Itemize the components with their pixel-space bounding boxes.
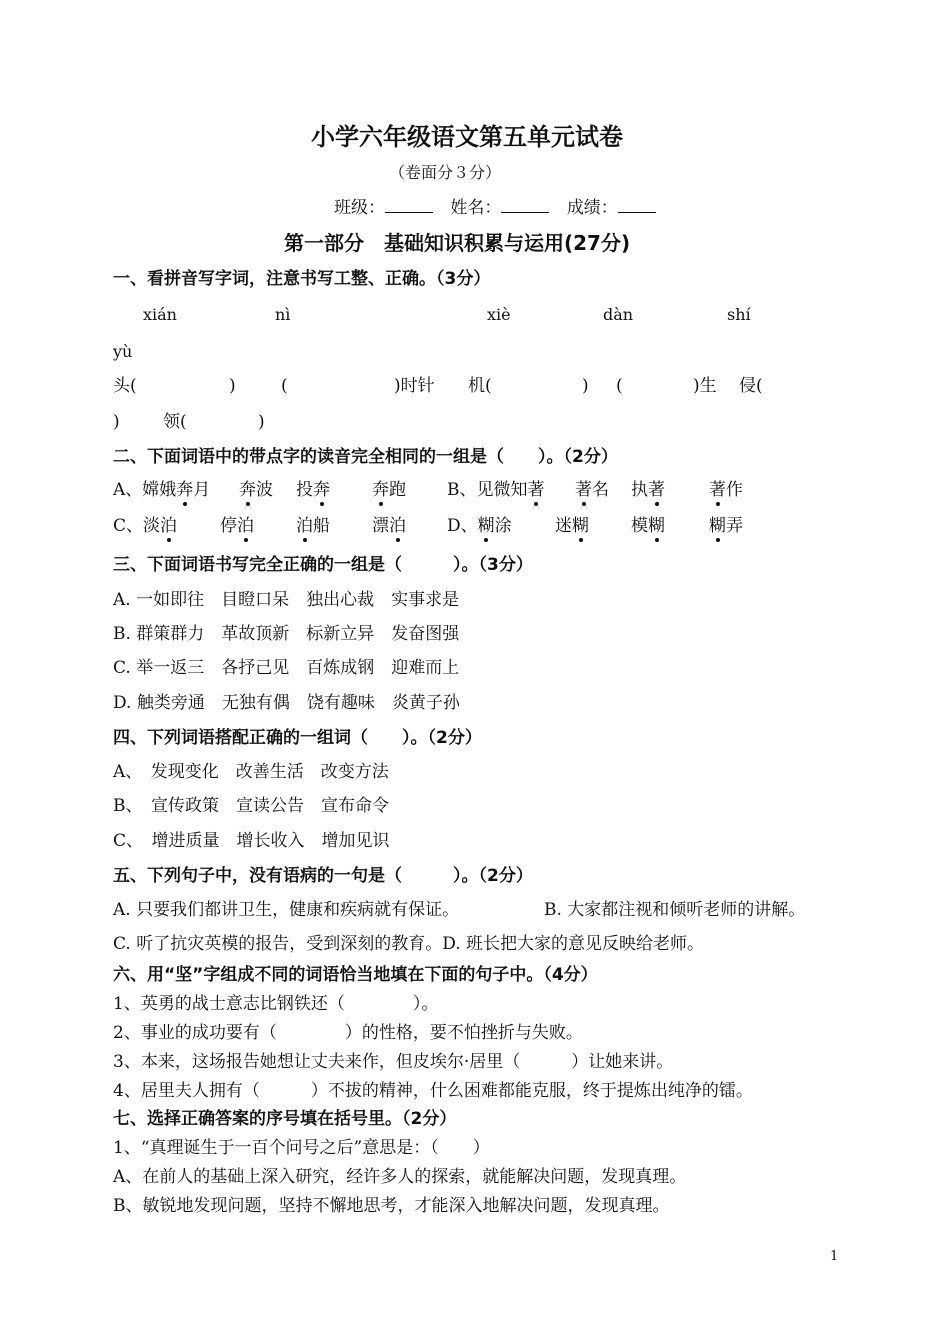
q6-item-1: 1、英勇的战士意志比钢铁还（ ）。 (113, 994, 439, 1014)
q7-item-1: 1、“真理诞生于一百个问号之后”意思是：（ ） (113, 1138, 490, 1158)
q2-c-word2-prefix: 停 (220, 516, 237, 536)
q1-word-6-end: ) (258, 412, 265, 432)
q5-option-a: A. 只要我们都讲卫生，健康和疾病就有保证。 (113, 900, 460, 920)
q1-pinyin-3: xiè (487, 305, 511, 324)
q6-item-4: 4、居里夫人拥有（ ）不拔的精神，什么困难都能克服，终于提炼出纯净的镭。 (113, 1081, 753, 1101)
name-label: 姓名： (450, 198, 502, 218)
q2-b-word1-prefix: 见微知 (476, 480, 528, 500)
q2-d-label: D、 (447, 516, 478, 536)
q2-option-b (447, 479, 743, 501)
q1-answer-line-2 (113, 411, 265, 433)
q2-option-a (113, 479, 406, 501)
q2-d-word4-dotted: 糊 (709, 516, 726, 536)
q1-word-2-end: )时针 (394, 376, 435, 396)
part1-heading: 第一部分 基础知识积累与运用(27分) (284, 231, 631, 255)
q7-heading: 七、选择正确答案的序号填在括号里。（2分） (113, 1109, 457, 1129)
q1-word-5-start: 侵( (739, 376, 763, 396)
q2-a-word2-suffix: 波 (256, 480, 273, 500)
q2-a-word4-dotted: 奔 (372, 480, 389, 500)
student-info (334, 197, 656, 219)
q1-word-1-end: ) (229, 376, 236, 396)
q2-a-word1-dotted: 奔 (176, 480, 194, 500)
q1-word-3-end: ) (582, 376, 589, 396)
q5-option-cd: C. 听了抗灾英模的报告，受到深刻的教育。D. 班长把大家的意见反映给老师。 (113, 934, 705, 954)
q6-heading: 六、用“坚”字组成不同的词语恰当地填在下面的句子中。（4分） (113, 965, 598, 985)
q1-pinyin-6: yù (113, 342, 133, 361)
q2-c-word3-dotted: 泊 (296, 516, 313, 536)
q2-d-word2-prefix: 迷 (555, 516, 572, 536)
q2-c-label: C、 (113, 516, 144, 536)
q2-a-word1-prefix: 嫦娥 (142, 480, 177, 500)
page-subtitle: （卷面分３分） (389, 163, 502, 182)
q2-d-word1-suffix: 涂 (494, 516, 512, 536)
name-blank[interactable] (501, 198, 549, 213)
q2-b-word3-dotted: 著 (648, 480, 665, 500)
q2-b-word4-dotted: 著 (709, 480, 726, 500)
q2-c-word3-suffix: 船 (313, 516, 330, 536)
page-number: 1 (830, 1249, 839, 1264)
q2-b-word4-suffix: 作 (726, 480, 743, 500)
q6-item-3: 3、本来，这场报告她想让丈夫来作，但皮埃尔·居里（ ）让她来讲。 (113, 1052, 674, 1072)
page-title: 小学六年级语文第五单元试卷 (311, 123, 623, 151)
class-label: 班级： (334, 198, 385, 218)
q1-word-5-end: ) (113, 412, 120, 432)
q2-d-word2-dotted: 糊 (572, 516, 589, 536)
q4-heading: 四、下列词语搭配正确的一组词（ ）。（2分） (113, 728, 482, 748)
score-blank[interactable] (618, 198, 656, 213)
q2-a-word2-dotted: 奔 (239, 480, 256, 500)
q2-b-label: B、 (447, 480, 477, 500)
q1-pinyin-5: shí (727, 305, 751, 324)
score-label: 成绩： (566, 198, 618, 218)
q2-b-word3-prefix: 执 (631, 480, 648, 500)
q1-pinyin-4: dàn (603, 305, 634, 324)
q3-option-a: A. 一如即往 目瞪口呆 独出心裁 实事求是 (113, 590, 460, 610)
q2-d-word3-dotted: 糊 (648, 516, 665, 536)
q1-word-6-start: 领( (163, 412, 187, 432)
q2-a-word4-suffix: 跑 (389, 480, 406, 500)
q4-option-b: B、 宣传政策 宣读公告 宣布命令 (113, 796, 389, 816)
q7-option-b: B、敏锐地发现问题，坚持不懈地思考，才能深入地解决问题，发现真理。 (113, 1196, 670, 1216)
q2-b-word1-dotted: 著 (527, 480, 545, 500)
q3-option-b: B. 群策群力 革故顶新 标新立异 发奋图强 (113, 624, 460, 644)
q2-heading: 二、下面词语中的带点字的读音完全相同的一组是（ ）。（2分） (113, 447, 618, 467)
q2-a-label: A、 (113, 480, 143, 500)
q2-d-word1-dotted: 糊 (477, 516, 495, 536)
q5-option-b: B. 大家都注视和倾听老师的讲解。 (544, 900, 806, 920)
q2-a-word3-prefix: 投 (296, 480, 313, 500)
q2-c-word4-dotted: 泊 (389, 516, 406, 536)
q2-a-word1-suffix: 月 (193, 480, 211, 500)
q4-option-a: A、 发现变化 改善生活 改变方法 (113, 762, 389, 782)
q2-option-c (113, 515, 406, 537)
q3-option-c: C. 举一返三 各抒己见 百炼成钢 迎难而上 (113, 658, 460, 678)
q1-heading: 一、看拼音写字词，注意书写工整、正确。（3分） (113, 269, 491, 289)
q5-heading: 五、下列句子中，没有语病的一句是（ ）。（2分） (113, 866, 533, 886)
q1-word-1-start: 头( (113, 376, 137, 396)
q2-b-word2-suffix: 名 (592, 480, 609, 500)
q3-option-d: D. 触类旁通 无独有偶 饶有趣味 炎黄子孙 (113, 693, 460, 713)
q2-c-word1-dotted: 泊 (160, 516, 178, 536)
q2-c-word2-dotted: 泊 (237, 516, 254, 536)
q7-option-a: A、在前人的基础上深入研究，经许多人的探索，就能解决问题，发现真理。 (113, 1167, 687, 1187)
q2-option-d (447, 515, 743, 537)
q1-word-4-end: )生 (693, 376, 717, 396)
q2-c-word4-prefix: 漂 (372, 516, 389, 536)
q1-word-2-start: ( (281, 376, 288, 396)
q4-option-c: C、 增进质量 增长收入 增加见识 (113, 831, 390, 851)
q3-heading: 三、下面词语书写完全正确的一组是（ ）。（3分） (113, 555, 533, 575)
q2-a-word3-dotted: 奔 (313, 480, 330, 500)
q1-word-4-start: ( (616, 376, 623, 396)
q2-d-word4-suffix: 弄 (726, 516, 743, 536)
q2-c-word1-prefix: 淡 (143, 516, 161, 536)
q2-d-word3-prefix: 模 (631, 516, 648, 536)
class-blank[interactable] (385, 198, 433, 213)
q6-item-2: 2、事业的成功要有（ ）的性格，要不怕挫折与失败。 (113, 1023, 583, 1043)
q2-b-word2-dotted: 著 (575, 480, 592, 500)
q1-word-3-start: 机( (468, 376, 492, 396)
q1-pinyin-2: nì (275, 305, 291, 324)
q1-pinyin-1: xián (143, 305, 177, 324)
q1-answer-line-1 (113, 375, 763, 397)
